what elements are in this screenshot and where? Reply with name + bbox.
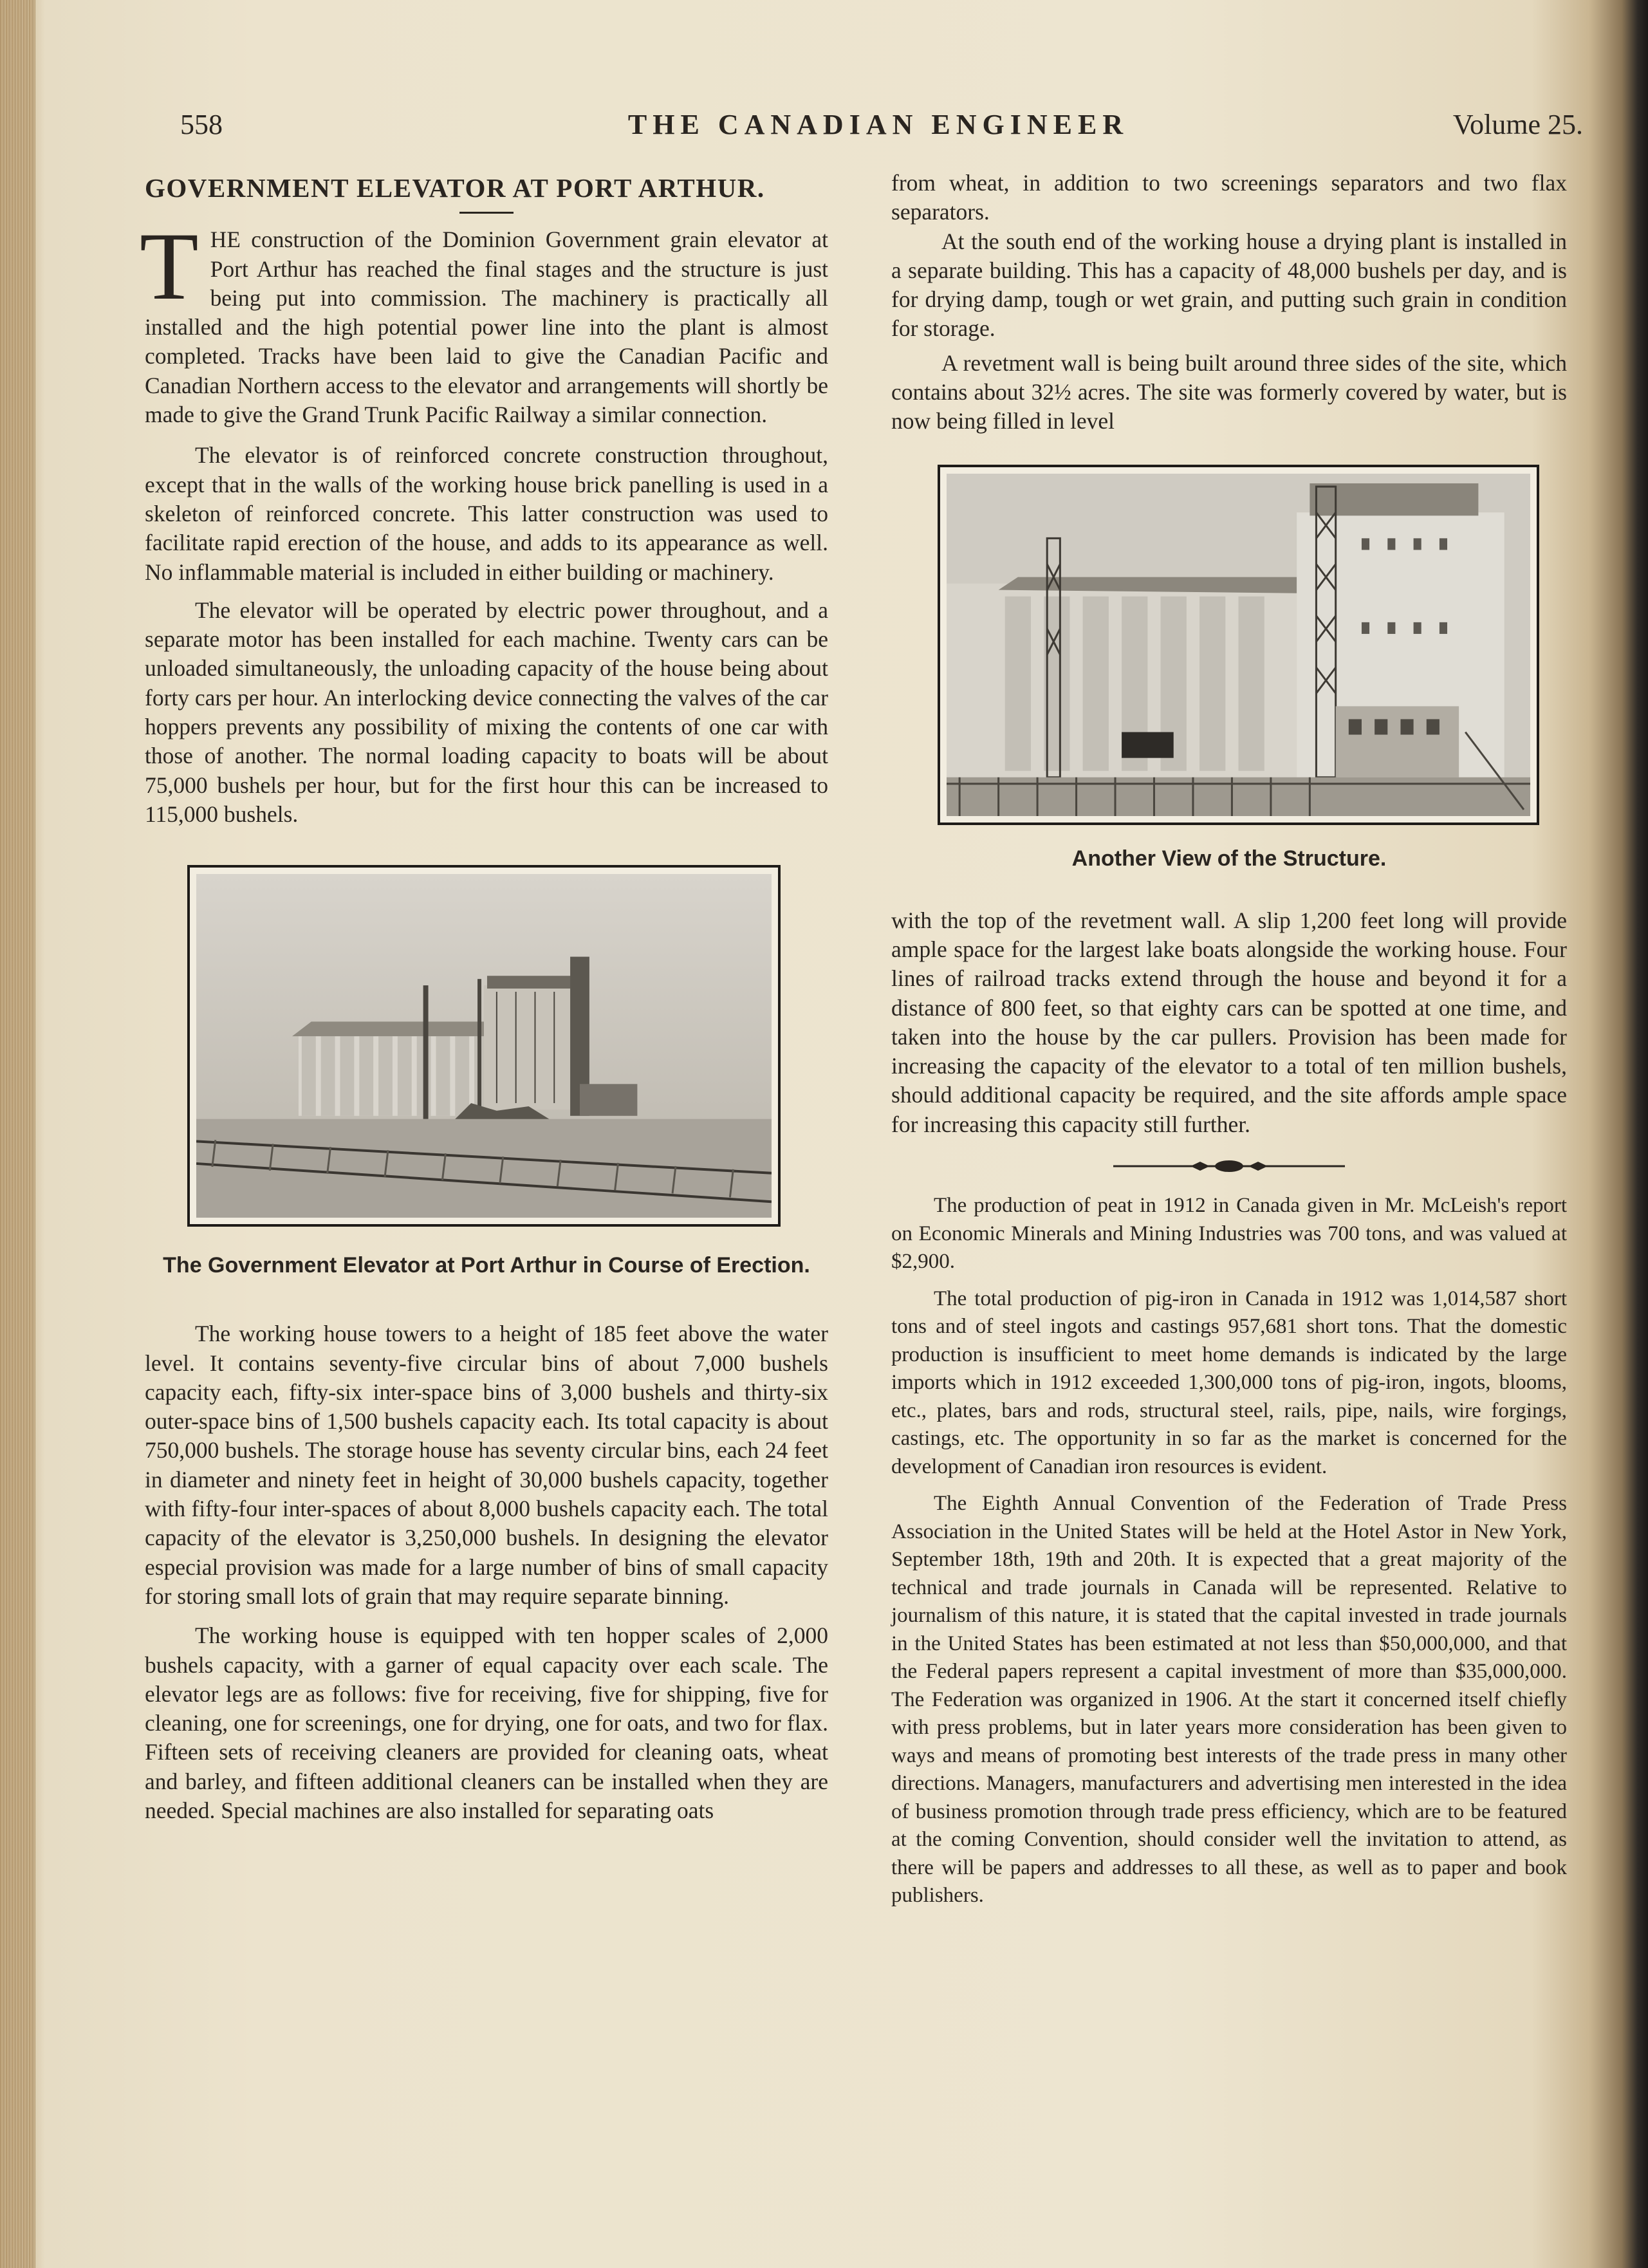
right-column: [891, 169, 1567, 1910]
article-paragraph-6: At the south end of the working house a drying plant is installed in a separate building. This has a capacity of 48,000 bushels per day, and is for drying damp, tough or wet grain, and putting such grain in condition for storage.: [891, 228, 1567, 342]
figure-2-caption: Another View of the Structure.: [1071, 846, 1387, 871]
figure-1-caption: The Government Elevator at Port Arthur in Course of Erection.: [163, 1253, 810, 1278]
volume-label: Volume 25.: [1452, 109, 1583, 140]
figure-another-view: [891, 465, 1567, 873]
article-paragraph-5: The working house is equipped with ten hopper scales of 2,000 bushels capacity, with a garner of equal capacity over each scale. The elevator legs are as follows: five for receiving, five for shipping, five for cleaning, one for screenings, one for drying, one for oats, and two for flax. Fifteen sets of receiving cleaners are provided for cleaning oats, wheat and barley, and fifteen additional cleaners can be installed when they are needed. Special machines are also installed for separating oats: [145, 1622, 828, 1823]
note-peat-production: The production of peat in 1912 in Canada given in Mr. McLeish's report on Economic Minerals and Mining Industries was 700 tons, and was valued at $2,900.: [891, 1194, 1567, 1274]
article-paragraph-7-continued: with the top of the revetment wall. A slip 1,200 feet long will provide ample space for the largest lake boats alongside the working house. Four lines of railroad tracks extend through the house and beyond it for a distance of 800 feet, so that eighty cars can be spotted at one time, and taken into the house by the car pullers. Provision has been made for increasing the capacity of the elevator to a total of ten million bushels, should additional capacity be required, and the site affords ample space for increasing this capacity still further.: [891, 907, 1567, 1137]
elevator-photo-illustration: [196, 874, 772, 1218]
note-trade-press-convention: The Eighth Annual Convention of the Federation of Trade Press Association in the United States will be held at the Hotel Astor in New York, September 18th, 19th and 20th. It is expected that a great majority of the technical and trade journals in Canada will be represented. Relative to journalism of this nature, it is stated that the capital invested in trade journals in the United States has been estimated at not less than $50,000,000, and that the Federal papers represent a capital investment of more than $35,000,000. The Federation was organized in 1906. At the start it concerned itself chiefly with press problems, but in later years more consideration has been given to ways and means of promoting best interests of the trade press in many other directions. Managers, manufacturers and advertising men interested in the idea of business promotion through trade press efficiency, which are to be featured at the coming Convention, should consider well the invitation to attend, as there will be papers and addresses to all these, as well as to paper and book publishers.: [891, 1492, 1567, 1908]
book-spine-edge: [0, 0, 35, 2268]
article-paragraph-2: The elevator is of reinforced concrete construction throughout, except that in the walls of the working house brick panelling is used in a skeleton of reinforced concrete. This latter construction was used to facilitate rapid erection of the house, and adds to its appearance as well. No inflammable material is included in either building or machinery.: [145, 442, 828, 585]
figure-elevator-erection: [145, 865, 828, 1279]
news-notes: [891, 1192, 1567, 1910]
article-paragraph-1: THE construction of the Dominion Government grain elevator at Port Arthur has reached the final stages and the structure is just being put into commission. The machinery is practically all installed and the high potential power line into the plant is almost completed. Tracks have been laid to give the Canadian Pacific and Canadian Northern access to the elevator and arrangements will shortly be made to give the Grand Trunk Pacific Railway a similar connection.: [140, 213, 828, 428]
article-paragraph-3: The elevator will be operated by electric power throughout, and a separate motor has been installed for each machine. Twenty cars can be unloaded simultaneously, the unloading capacity of the house being about forty cars per hour. An interlocking device connecting the valves of the car hoppers prevents any possibility of mixing the contents of one car with those of another. The normal loading capacity to boats will be about 75,000 bushels per hour, but for the first hour this can be increased to 115,000 bushels.: [145, 597, 828, 827]
photo-another-view: [938, 465, 1539, 825]
drop-cap: T: [140, 213, 199, 321]
left-column: [140, 173, 828, 1825]
page-header: [174, 108, 1583, 147]
article-title: GOVERNMENT ELEVATOR AT PORT ARTHUR.: [145, 173, 765, 203]
section-divider-ornament: [1113, 1158, 1345, 1174]
article-paragraph-7: A revetment wall is being built around three sides of the site, which contains about 32½ acres. The site was formerly covered by water, but is now being filled in level: [891, 349, 1567, 434]
note-pig-iron-production: The total production of pig-iron in Canada in 1912 was 1,014,587 short tons and of steel ingots and castings 957,681 short tons. That the domestic production is insufficient to meet home demands is indicated by the large imports which in 1912 exceeded 1,300,000 tons of pig-iron, ingots, blooms, etc., plates, bars and rods, structural steel, rails, pipe, nails, wire forgings, castings, etc. The opportunity in so far as the market is concerned for the development of Canadian iron resources is evident.: [891, 1287, 1567, 1478]
journal-title: THE CANADIAN ENGINEER: [627, 109, 1129, 140]
structure-photo-illustration: [947, 474, 1530, 816]
title-rule: [459, 212, 514, 214]
page-number: 558: [180, 109, 223, 140]
article-paragraph-4: The working house towers to a height of 185 feet above the water level. It contains seventy-five circular bins of about 7,000 bushels capacity each, fifty-six inter-space bins of 3,000 bushels and thirty-six outer-space bins of 1,500 bushels capacity each. Its total capacity is about 750,000 bushels. The storage house has seventy circular bins, each 24 feet in diameter and ninety feet in height of 30,000 bushels capacity, together with fifty-four inter-spaces of about 8,000 bushels capacity each. The total capacity of the elevator is 3,250,000 bushels. In designing the elevator especial provision was made for a large number of bins of small capacity for storing small lots of grain that may require separate binning.: [145, 1321, 828, 1609]
photo-elevator-erection: [187, 865, 781, 1227]
article-paragraph-5-continued: from wheat, in addition to two screenings separators and two flax separators.: [891, 170, 1567, 225]
